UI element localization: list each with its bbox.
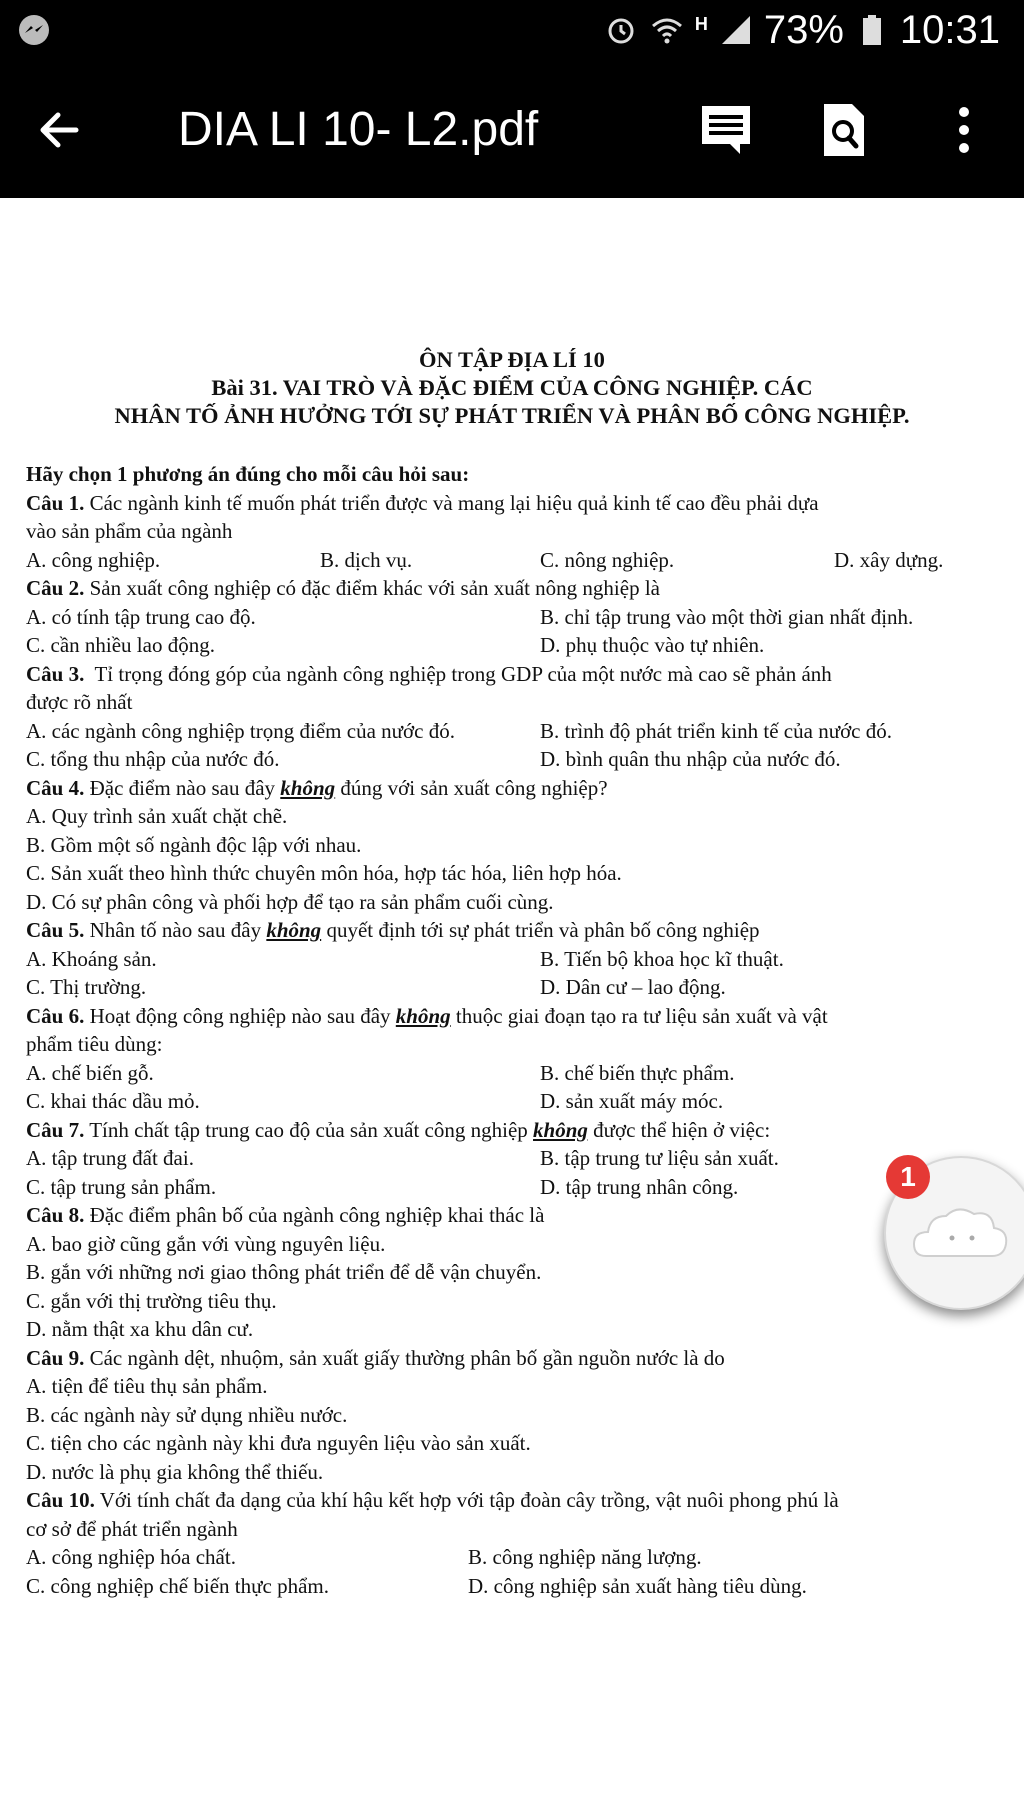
question-text: Các ngành kinh tế muốn phát triển được và mang lại hiệu quả kinh tế cao đều phải dựa — [89, 490, 819, 515]
question-2-options-cd — [26, 631, 1006, 660]
question-text: Đặc điểm nào sau đây — [89, 775, 276, 800]
emphasis-not: không — [280, 775, 336, 800]
question-label: Câu 5. — [26, 918, 85, 942]
option-b: B. các ngành này sử dụng nhiều nước. — [26, 1402, 348, 1427]
question-text-end: thuộc giai đoạn tạo ra tư liệu sản xuất và vật — [455, 1003, 828, 1028]
messenger-icon — [16, 12, 52, 48]
option-a: A. công nghiệp hóa chất. — [26, 1545, 236, 1569]
option-b: B. trình độ phát triển kinh tế của nước đó. — [540, 718, 892, 743]
option-a: A. Khoáng sản. — [26, 946, 157, 971]
question-3 — [26, 660, 1006, 689]
clock: 10:31 — [899, 7, 1000, 52]
question-text: Tính chất tập trung cao độ của sản xuất công nghiệp — [89, 1117, 528, 1142]
question-text: Với tính chất đa dạng của khí hậu kết hợp với tập đoàn cây trồng, vật nuôi phong phú là — [99, 1488, 839, 1512]
question-10 — [26, 1486, 1006, 1515]
emphasis-not: không — [266, 918, 322, 942]
question-2 — [26, 574, 1006, 603]
question-label: Câu 3. — [26, 661, 85, 686]
option-c: C. Thị trường. — [26, 975, 147, 999]
question-9 — [26, 1344, 1006, 1373]
option-b: B. dịch vụ. — [320, 547, 413, 572]
question-3-options-ab — [26, 717, 1006, 746]
option-a: A. bao giờ cũng gắn với vùng nguyên liệu. — [26, 1231, 386, 1256]
question-text-end: đúng với sản xuất công nghiệp? — [340, 775, 608, 800]
question-8 — [26, 1201, 1006, 1230]
option-d: D. nằm thật xa khu dân cư. — [26, 1317, 254, 1341]
question-2-options-ab — [26, 603, 1006, 632]
question-label: Câu 7. — [26, 1117, 85, 1142]
document-title: DIA LI 10- L2.pdf — [178, 103, 539, 156]
header-line-1: ÔN TẬP ĐỊA LÍ 10 — [419, 347, 605, 372]
option-a: A. tiện để tiêu thụ sản phẩm. — [26, 1374, 268, 1398]
option-c: C. nông nghiệp. — [540, 547, 675, 572]
app-toolbar — [0, 60, 1024, 198]
alarm-icon — [603, 12, 639, 48]
question-5-options-cd — [26, 973, 1006, 1002]
option-c: C. tập trung sản phẩm. — [26, 1174, 217, 1199]
question-text: Hoạt động công nghiệp nào sau đây — [89, 1003, 391, 1028]
option-d: D. phụ thuộc vào tự nhiên. — [540, 633, 765, 657]
option-a: A. tập trung đất đai. — [26, 1146, 194, 1170]
comment-icon[interactable] — [696, 100, 756, 160]
question-text: Sản xuất công nghiệp có đặc điểm khác với sản xuất nông nghiệp là — [89, 576, 660, 600]
question-10-cont: cơ sở để phát triển ngành — [26, 1516, 238, 1541]
option-d: D. sản xuất máy móc. — [540, 1089, 724, 1113]
option-d: D. tập trung nhân công. — [540, 1174, 739, 1199]
document-header — [0, 346, 1024, 430]
pdf-page[interactable] — [0, 198, 1024, 1820]
option-c: C. gắn với thị trường tiêu thụ. — [26, 1288, 277, 1313]
option-b: B. tập trung tư liệu sản xuất. — [540, 1146, 779, 1170]
option-d: D. Dân cư – lao động. — [540, 975, 726, 999]
question-list — [26, 460, 1006, 1600]
header-line-2: Bài 31. VAI TRÒ VÀ ĐẶC ĐIỂM CỦA CÔNG NGHIỆP. CÁC — [211, 375, 813, 400]
question-label: Câu 10. — [26, 1488, 95, 1512]
back-arrow-icon[interactable] — [32, 102, 88, 158]
question-10-options-ab — [26, 1543, 1006, 1572]
option-b: B. gắn với những nơi giao thông phát triển để dễ vận chuyển. — [26, 1260, 542, 1284]
option-a: A. các ngành công nghiệp trọng điểm của nước đó. — [26, 718, 455, 743]
question-6-options-ab — [26, 1059, 1006, 1088]
network-type-label: H — [694, 14, 708, 34]
instruction: Hãy chọn 1 phương án đúng cho mỗi câu hỏi sau: — [26, 462, 470, 486]
status-bar — [0, 0, 1024, 60]
question-10-options-cd — [26, 1572, 1006, 1601]
emphasis-not: không — [395, 1003, 451, 1028]
question-label: Câu 4. — [26, 775, 85, 800]
question-3-cont: được rõ nhất — [26, 690, 133, 714]
question-6-options-cd — [26, 1087, 1006, 1116]
question-1-options — [26, 546, 1006, 575]
battery-percent: 73% — [763, 7, 844, 52]
question-text: Các ngành dệt, nhuộm, sản xuất giấy thường phân bố gần nguồn nước là do — [89, 1345, 725, 1370]
option-b: B. Gồm một số ngành độc lập với nhau. — [26, 832, 362, 857]
question-label: Câu 8. — [26, 1203, 85, 1227]
question-1-cont: vào sản phẩm của ngành — [26, 519, 233, 543]
question-3-options-cd — [26, 745, 1006, 774]
option-c: C. cần nhiều lao động. — [26, 633, 215, 657]
option-d: D. Có sự phân công và phối hợp để tạo ra sản phẩm cuối cùng. — [26, 889, 554, 914]
notification-badge: 1 — [886, 1155, 930, 1199]
search-document-icon[interactable] — [814, 100, 874, 160]
question-7-options-ab — [26, 1144, 1006, 1173]
option-c: C. khai thác dầu mỏ. — [26, 1089, 200, 1113]
option-a: A. có tính tập trung cao độ. — [26, 604, 256, 629]
option-b: B. công nghiệp năng lượng. — [468, 1545, 702, 1569]
option-b: B. chế biến thực phẩm. — [540, 1060, 735, 1085]
question-5-options-ab — [26, 945, 1006, 974]
question-4 — [26, 774, 1006, 803]
option-d: D. xây dựng. — [834, 547, 944, 572]
question-text: Nhân tố nào sau đây — [89, 918, 262, 942]
wifi-icon — [649, 12, 685, 48]
header-line-3: NHÂN TỐ ẢNH HƯỞNG TỚI SỰ PHÁT TRIỂN VÀ PHÂN BỐ CÔNG NGHIỆP. — [114, 403, 910, 428]
question-6-cont: phẩm tiêu dùng: — [26, 1032, 163, 1056]
question-label: Câu 9. — [26, 1345, 85, 1370]
option-c: C. Sản xuất theo hình thức chuyên môn hóa, hợp tác hóa, liên hợp hóa. — [26, 861, 622, 885]
question-6 — [26, 1002, 1006, 1031]
question-text: Tỉ trọng đóng góp của ngành công nghiệp trong GDP của một nước mà cao sẽ phản ánh — [94, 661, 832, 686]
option-d: D. bình quân thu nhập của nước đó. — [540, 747, 841, 771]
status-icons — [603, 6, 1000, 54]
option-c: C. công nghiệp chế biến thực phẩm. — [26, 1573, 329, 1598]
option-d: D. nước là phụ gia không thể thiếu. — [26, 1459, 324, 1484]
option-a: A. Quy trình sản xuất chặt chẽ. — [26, 804, 288, 828]
question-text-end: quyết định tới sự phát triển và phân bố công nghiệp — [326, 918, 760, 942]
emphasis-not: không — [533, 1117, 588, 1142]
question-1 — [26, 489, 1006, 518]
question-label: Câu 1. — [26, 490, 85, 515]
question-label: Câu 6. — [26, 1003, 85, 1028]
question-5 — [26, 916, 1006, 945]
battery-icon — [854, 12, 890, 48]
question-text: Đặc điểm phân bố của ngành công nghiệp khai thác là — [89, 1203, 545, 1227]
question-label: Câu 2. — [26, 576, 85, 600]
option-a: A. công nghiệp. — [26, 547, 161, 572]
signal-icon — [718, 12, 754, 48]
question-7-options-cd — [26, 1173, 1006, 1202]
question-text-end: được thể hiện ở việc: — [593, 1117, 771, 1142]
question-7 — [26, 1116, 1006, 1145]
option-b: B. chỉ tập trung vào một thời gian nhất định. — [540, 604, 914, 629]
option-c: C. tổng thu nhập của nước đó. — [26, 747, 280, 771]
option-a: A. chế biến gỗ. — [26, 1060, 154, 1085]
option-b: B. Tiến bộ khoa học kĩ thuật. — [540, 946, 784, 971]
option-d: D. công nghiệp sản xuất hàng tiêu dùng. — [468, 1573, 807, 1598]
more-vert-icon[interactable] — [934, 100, 994, 160]
option-c: C. tiện cho các ngành này khi đưa nguyên liệu vào sản xuất. — [26, 1431, 531, 1455]
